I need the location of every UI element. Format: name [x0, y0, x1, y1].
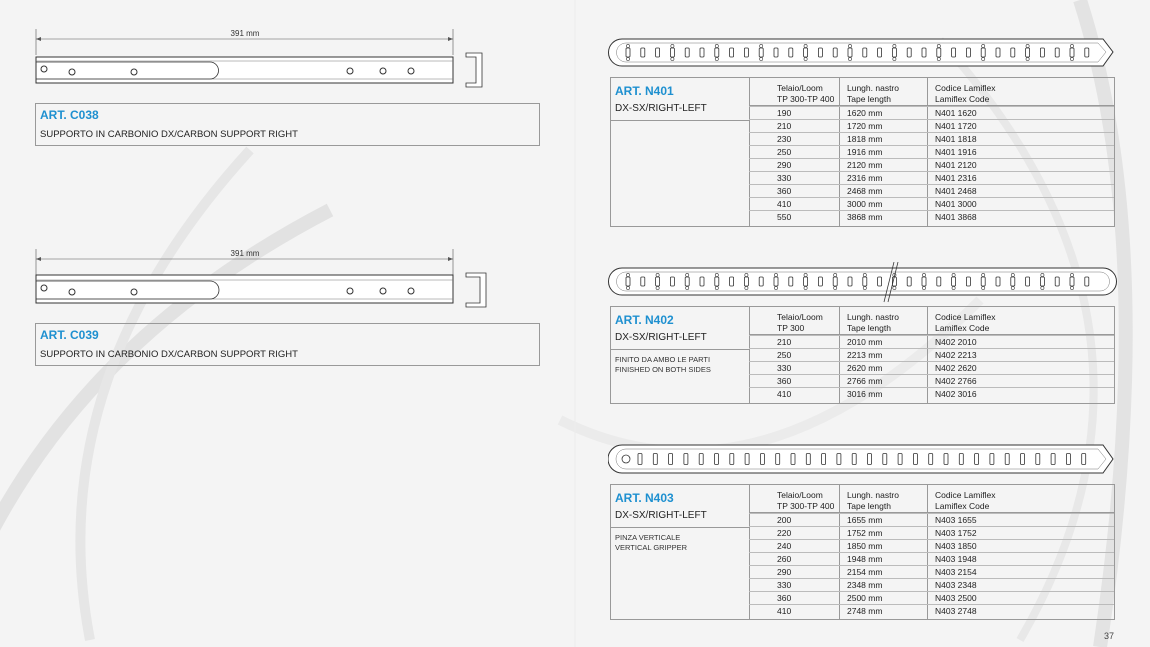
column-header-line: Lungh. nastro [847, 490, 899, 500]
table-row [749, 578, 1114, 592]
tape-length-cell: 2348 mm [847, 580, 883, 590]
loom-cell: 330 [777, 580, 792, 590]
tape-length-cell: 1850 mm [847, 541, 883, 551]
column-header [777, 490, 834, 512]
table-row [749, 119, 1114, 133]
code-cell: N401 2120 [935, 160, 977, 170]
tape-length-cell: 2010 mm [847, 337, 883, 347]
column-header [847, 83, 899, 105]
table-note [615, 355, 711, 375]
loom-cell: 200 [777, 515, 792, 525]
table-row [749, 145, 1114, 159]
column-header [935, 83, 995, 105]
table-note-line: VERTICAL GRIPPER [615, 543, 688, 552]
side-divider [611, 349, 749, 350]
code-cell: N403 1752 [935, 528, 977, 538]
table-row [749, 335, 1114, 349]
article-description: SUPPORTO IN CARBONIO DX/CARBON SUPPORT RIGHT [40, 349, 298, 360]
article-code: ART. C039 [40, 328, 99, 342]
code-cell: N403 2748 [935, 606, 977, 616]
column-header-line: Telaio/Loom [777, 83, 823, 93]
table-row [749, 591, 1114, 605]
table-row [749, 184, 1114, 198]
tape-length-cell: 1752 mm [847, 528, 883, 538]
article-code: ART. N401 [615, 84, 674, 98]
tape-length-cell: 2316 mm [847, 173, 883, 183]
code-cell: N402 3016 [935, 389, 977, 399]
loom-cell: 220 [777, 528, 792, 538]
loom-cell: 360 [777, 376, 792, 386]
loom-cell: 360 [777, 186, 792, 196]
loom-cell: 290 [777, 567, 792, 577]
tape-length-cell: 2213 mm [847, 350, 883, 360]
tape-length-cell: 1720 mm [847, 121, 883, 131]
column-header [777, 312, 823, 334]
code-cell: N403 1850 [935, 541, 977, 551]
code-cell: N403 2348 [935, 580, 977, 590]
table-row [749, 197, 1114, 211]
column-header-line: Lamiflex Code [935, 501, 990, 511]
table-row [749, 552, 1114, 566]
tape-drawing-n403 [608, 440, 1118, 480]
product-table-n403 [610, 484, 1115, 620]
column-header-line: Codice Lamiflex [935, 312, 996, 322]
table-row [749, 374, 1114, 388]
column-header [777, 83, 834, 105]
column-header [847, 490, 899, 512]
column-header-line: TP 300-TP 400 [777, 501, 835, 511]
table-row [749, 526, 1114, 540]
side-divider [611, 120, 749, 121]
loom-cell: 330 [777, 173, 792, 183]
loom-cell: 410 [777, 606, 792, 616]
loom-cell: 410 [777, 389, 792, 399]
dimension-label: 391 mm [230, 249, 260, 258]
column-header-line: Lamiflex Code [935, 94, 990, 104]
loom-cell: 260 [777, 554, 792, 564]
article-code: ART. C038 [40, 108, 99, 122]
column-header-line: Lamiflex Code [935, 323, 990, 333]
table-row [749, 565, 1114, 579]
dimension-label: 391 mm [230, 29, 260, 38]
code-cell: N401 1916 [935, 147, 977, 157]
loom-cell: 230 [777, 134, 792, 144]
table-row [749, 361, 1114, 375]
tape-length-cell: 1818 mm [847, 134, 883, 144]
table-row [749, 539, 1114, 553]
column-header [847, 312, 899, 334]
loom-cell: 290 [777, 160, 792, 170]
table-row [749, 132, 1114, 146]
table-row [749, 158, 1114, 172]
tape-length-cell: 3000 mm [847, 199, 883, 209]
code-cell: N402 2213 [935, 350, 977, 360]
tape-length-cell: 2154 mm [847, 567, 883, 577]
column-header-line: Telaio/Loom [777, 490, 823, 500]
article-box-c039 [35, 323, 540, 366]
tape-length-cell: 3868 mm [847, 212, 883, 222]
loom-cell: 240 [777, 541, 792, 551]
product-table-n401 [610, 77, 1115, 227]
table-row [749, 348, 1114, 362]
code-cell: N401 1720 [935, 121, 977, 131]
tape-length-cell: 2120 mm [847, 160, 883, 170]
side-divider [611, 527, 749, 528]
article-code: ART. N402 [615, 313, 674, 327]
tape-length-cell: 1948 mm [847, 554, 883, 564]
table-row [749, 604, 1114, 618]
table-row [749, 513, 1114, 527]
loom-cell: 250 [777, 350, 792, 360]
table-note [615, 533, 687, 553]
tape-length-cell: 2620 mm [847, 363, 883, 373]
table-row [749, 387, 1114, 401]
table-note-line: FINISHED ON BOTH SIDES [615, 365, 711, 374]
column-header-line: Tape length [847, 323, 891, 333]
column-header-line: Tape length [847, 94, 891, 104]
product-table-n402 [610, 306, 1115, 404]
side-label: DX-SX/RIGHT-LEFT [615, 510, 707, 521]
tape-length-cell: 2766 mm [847, 376, 883, 386]
page-number: 37 [1103, 631, 1114, 641]
side-label: DX-SX/RIGHT-LEFT [615, 332, 707, 343]
code-cell: N403 2154 [935, 567, 977, 577]
code-cell: N401 3868 [935, 212, 977, 222]
column-header-line: TP 300-TP 400 [777, 94, 835, 104]
loom-cell: 550 [777, 212, 792, 222]
column-header-line: Codice Lamiflex [935, 490, 996, 500]
column-header-line: Codice Lamiflex [935, 83, 996, 93]
loom-cell: 190 [777, 108, 792, 118]
table-row [749, 171, 1114, 185]
loom-cell: 330 [777, 363, 792, 373]
tape-length-cell: 1655 mm [847, 515, 883, 525]
column-header-line: Telaio/Loom [777, 312, 823, 322]
code-cell: N401 2468 [935, 186, 977, 196]
column-header [935, 490, 995, 512]
loom-cell: 360 [777, 593, 792, 603]
loom-cell: 210 [777, 337, 792, 347]
column-header [935, 312, 995, 334]
code-cell: N403 1948 [935, 554, 977, 564]
code-cell: N403 1655 [935, 515, 977, 525]
code-cell: N401 1818 [935, 134, 977, 144]
column-header-line: Tape length [847, 501, 891, 511]
code-cell: N402 2010 [935, 337, 977, 347]
column-header-line: TP 300 [777, 323, 805, 333]
table-note-line: FINITO DA AMBO LE PARTI [615, 355, 711, 364]
tape-length-cell: 1620 mm [847, 108, 883, 118]
code-cell: N401 3000 [935, 199, 977, 209]
table-note-line: PINZA VERTICALE [615, 533, 681, 542]
table-row [749, 210, 1114, 224]
tape-length-cell: 1916 mm [847, 147, 883, 157]
column-header-line: Lungh. nastro [847, 312, 899, 322]
article-code: ART. N403 [615, 491, 674, 505]
loom-cell: 410 [777, 199, 792, 209]
tape-length-cell: 3016 mm [847, 389, 883, 399]
loom-cell: 250 [777, 147, 792, 157]
table-row [749, 106, 1114, 120]
code-cell: N402 2620 [935, 363, 977, 373]
article-box-c038 [35, 103, 540, 146]
tape-drawing-n402 [608, 262, 1118, 304]
tape-length-cell: 2468 mm [847, 186, 883, 196]
column-header-line: Lungh. nastro [847, 83, 899, 93]
tape-length-cell: 2748 mm [847, 606, 883, 616]
loom-cell: 210 [777, 121, 792, 131]
code-cell: N403 2500 [935, 593, 977, 603]
code-cell: N401 2316 [935, 173, 977, 183]
code-cell: N401 1620 [935, 108, 977, 118]
tape-length-cell: 2500 mm [847, 593, 883, 603]
tape-drawing-n401 [608, 36, 1118, 72]
article-description: SUPPORTO IN CARBONIO DX/CARBON SUPPORT RIGHT [40, 129, 298, 140]
side-label: DX-SX/RIGHT-LEFT [615, 103, 707, 114]
code-cell: N402 2766 [935, 376, 977, 386]
